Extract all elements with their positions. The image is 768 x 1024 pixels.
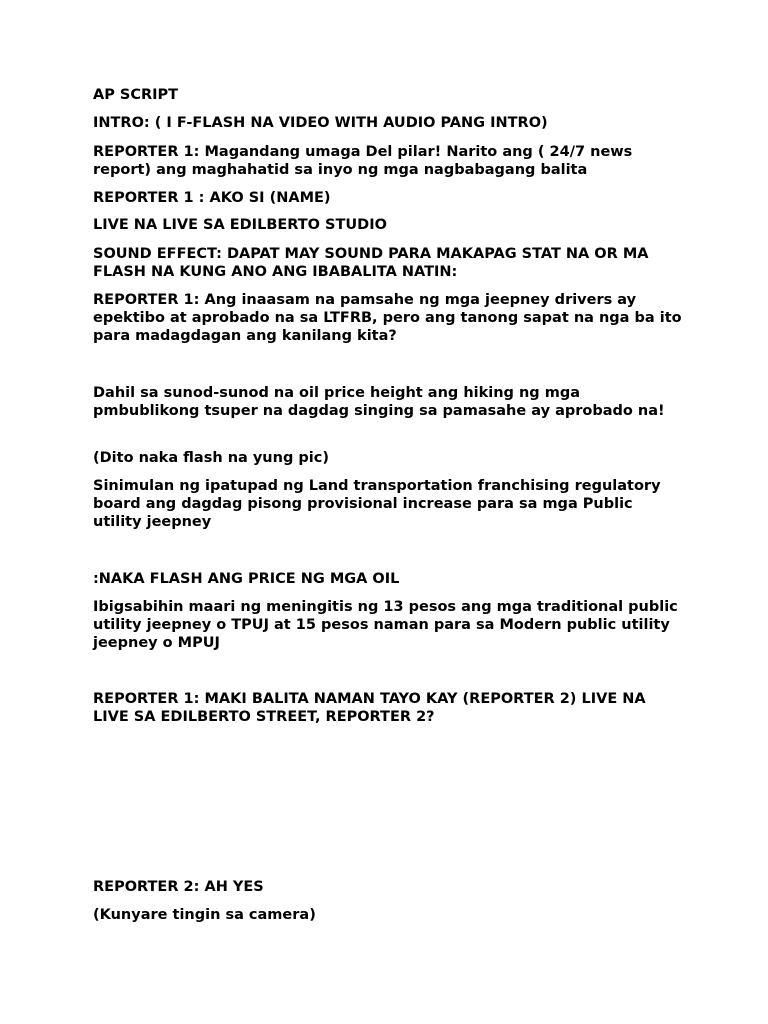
intro-line: INTRO: ( I F-FLASH NA VIDEO WITH AUDIO PANG INTRO) — [93, 115, 548, 131]
sound-effect-line: SOUND EFFECT: DAPAT MAY SOUND PARA MAKAPAG STAT NA OR MA FLASH NA KUNG ANO ANG IBABALITA NATIN: — [93, 246, 649, 280]
reporter1-greeting: REPORTER 1: Magandang umaga Del pilar! Narito ang ( 24/7 news report) ang maghahatid sa inyo ng mga nagbabagang balita — [93, 144, 633, 178]
ltfrb-paragraph: Sinimulan ng ipatupad ng Land transportation franchising regulatory board ang dagdag pisong provisional increase para sa mga Public utility jeepney — [93, 478, 661, 530]
reporter2-reply: REPORTER 2: AH YES — [93, 879, 264, 895]
script-title: AP SCRIPT — [93, 87, 179, 103]
reporter1-fare-question: REPORTER 1: Ang inaasam na pamsahe ng mga jeepney drivers ay epektibo at aprobado na sa LTFRB, pero ang tanong sapat na nga ba ito para madagdagan ang kanilang kita? — [93, 292, 682, 344]
oil-price-paragraph: Dahil sa sunod-sunod na oil price height ang hiking ng mga pmbublikong tsuper na dagdag singing sa pamasahe ay aprobado na! — [93, 385, 665, 419]
live-studio-line: LIVE NA LIVE SA EDILBERTO STUDIO — [93, 217, 387, 233]
fare-amount-paragraph: Ibigsabihin maari ng meningitis ng 13 pesos ang mga traditional public utility jeepney o TPUJ at 15 pesos naman para sa Modern public utility jeepney o MPUJ — [93, 599, 678, 651]
oil-price-flash-note: :NAKA FLASH ANG PRICE NG MGA OIL — [93, 571, 400, 587]
reporter1-handoff: REPORTER 1: MAKI BALITA NAMAN TAYO KAY (REPORTER 2) LIVE NA LIVE SA EDILBERTO STREET, REPORTER 2? — [93, 691, 646, 725]
camera-note: (Kunyare tingin sa camera) — [93, 907, 316, 923]
flash-pic-note: (Dito naka flash na yung pic) — [93, 450, 329, 466]
reporter1-name-line: REPORTER 1 : AKO SI (NAME) — [93, 190, 331, 206]
